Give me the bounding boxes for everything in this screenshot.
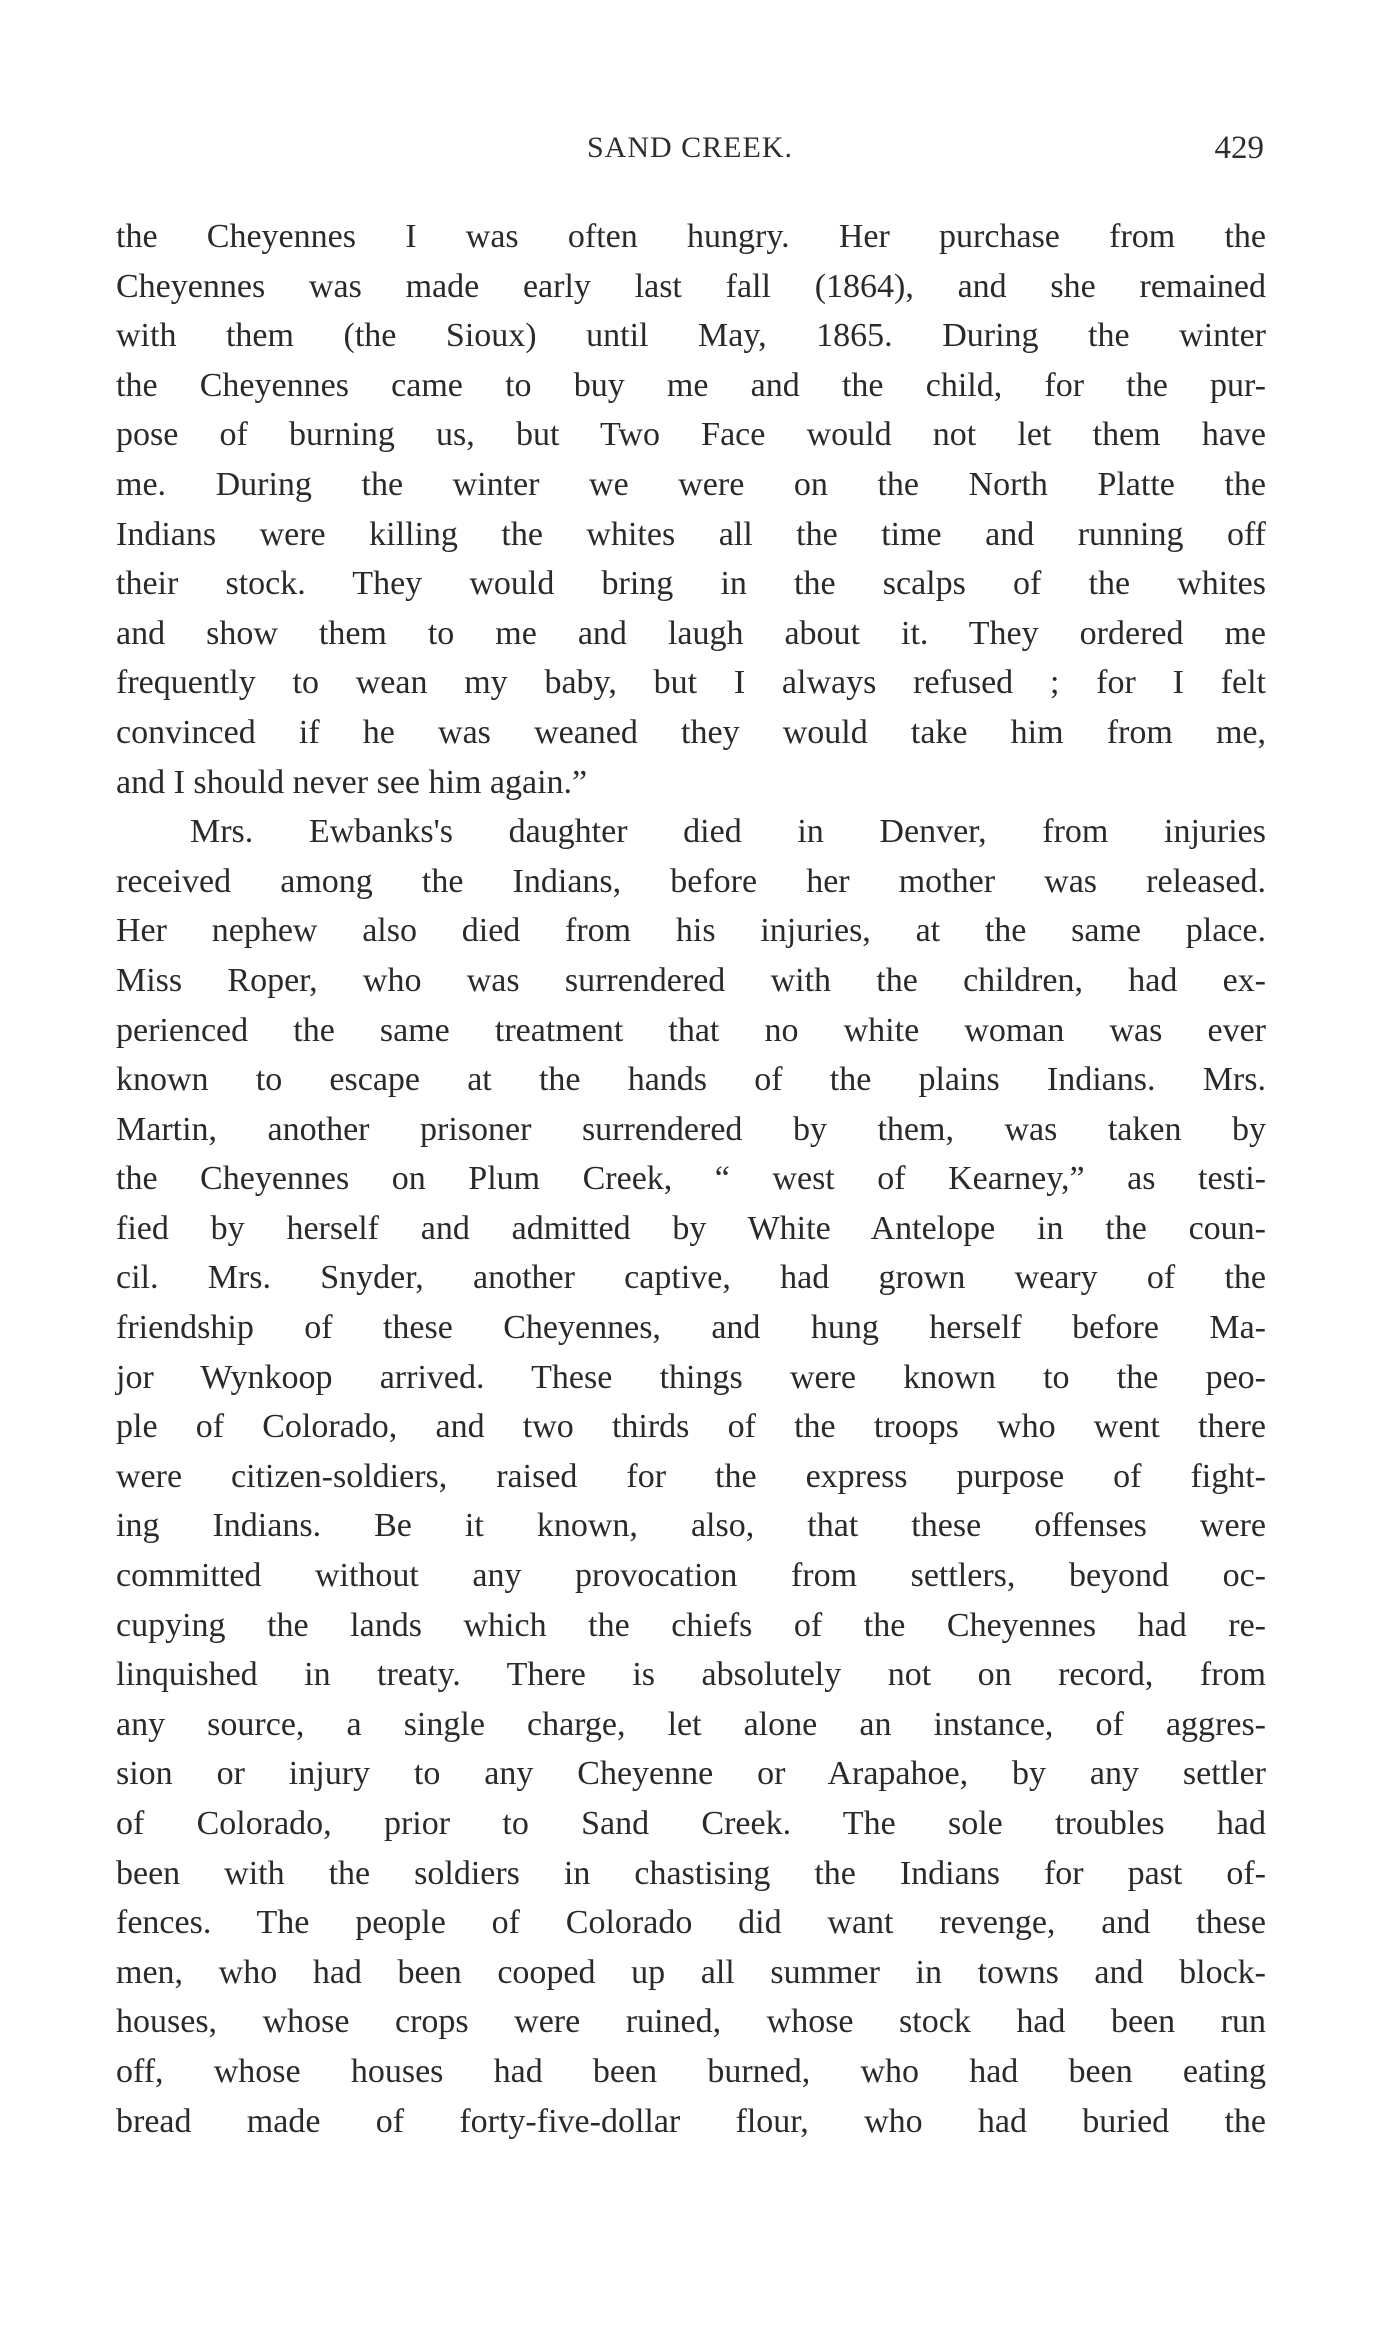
text-line: me. During the winter we were on the North Platte the xyxy=(116,465,1266,503)
text-line: their stock. They would bring in the scalps of the whites xyxy=(116,565,1266,603)
text-line: bread made of forty-five-dollar flour, who had buried the xyxy=(116,2102,1266,2140)
text-line: received among the Indians, before her mother was released. xyxy=(116,862,1266,900)
text-line: were citizen-soldiers, raised for the express purpose of fight- xyxy=(116,1457,1266,1495)
running-head xyxy=(0,128,1380,168)
text-line: fences. The people of Colorado did want revenge, and these xyxy=(116,1904,1266,1942)
text-line: of Colorado, prior to Sand Creek. The sole troubles had xyxy=(116,1805,1266,1842)
text-line: Cheyennes was made early last fall (1864), and she remained xyxy=(116,267,1266,305)
text-line: ple of Colorado, and two thirds of the troops who went there xyxy=(116,1408,1266,1446)
text-line: pose of burning us, but Two Face would not let them have xyxy=(116,416,1266,454)
text-line: committed without any provocation from settlers, beyond oc- xyxy=(116,1557,1266,1595)
text-line: off, whose houses had been burned, who had been eating xyxy=(116,2052,1266,2090)
body-text xyxy=(116,212,1266,2146)
text-line: cupying the lands which the chiefs of the Cheyennes had re- xyxy=(116,1606,1266,1644)
text-line: any source, a single charge, let alone an instance, of aggres- xyxy=(116,1705,1266,1743)
text-line: jor Wynkoop arrived. These things were known to the peo- xyxy=(116,1358,1266,1396)
text-line: ing Indians. Be it known, also, that these offenses were xyxy=(116,1507,1266,1545)
text-line: frequently to wean my baby, but I always refused ; for I felt xyxy=(116,664,1266,702)
text-line: perienced the same treatment that no white woman was ever xyxy=(116,1011,1266,1049)
text-line: Indians were killing the whites all the time and running off xyxy=(116,515,1266,553)
running-title: SAND CREEK. xyxy=(586,131,793,164)
text-line: known to escape at the hands of the plains Indians. Mrs. xyxy=(116,1061,1266,1099)
text-line: Her nephew also died from his injuries, at the same place. xyxy=(116,912,1266,950)
text-line: linquished in treaty. There is absolutely not on record, from xyxy=(116,1656,1266,1694)
text-line: the Cheyennes came to buy me and the child, for the pur- xyxy=(116,366,1266,404)
text-line: been with the soldiers in chastising the Indians for past of- xyxy=(116,1854,1266,1892)
text-line: the Cheyennes on Plum Creek, “ west of Kearney,” as testi- xyxy=(116,1160,1266,1198)
page-number: 429 xyxy=(1214,130,1264,166)
text-line: cil. Mrs. Snyder, another captive, had grown weary of the xyxy=(116,1259,1266,1297)
text-line: convinced if he was weaned they would take him from me, xyxy=(116,713,1266,751)
text-line: and I should never see him again.” xyxy=(116,763,588,801)
text-line: with them (the Sioux) until May, 1865. During the winter xyxy=(116,317,1266,355)
paragraph-start-line: Mrs. Ewbanks's daughter died in Denver, from injuries xyxy=(190,813,1266,851)
text-line: sion or injury to any Cheyenne or Arapahoe, by any settler xyxy=(116,1755,1266,1793)
text-line: Miss Roper, who was surrendered with the children, had ex- xyxy=(116,961,1266,999)
text-line: friendship of these Cheyennes, and hung herself before Ma- xyxy=(116,1309,1266,1347)
text-line: houses, whose crops were ruined, whose stock had been run xyxy=(116,2003,1266,2041)
text-line: and show them to me and laugh about it. They ordered me xyxy=(116,614,1266,652)
text-line: Martin, another prisoner surrendered by them, was taken by xyxy=(116,1110,1266,1148)
text-line: men, who had been cooped up all summer in towns and block- xyxy=(116,1953,1266,1991)
text-line: fied by herself and admitted by White Antelope in the coun- xyxy=(116,1209,1266,1247)
text-line: the Cheyennes I was often hungry. Her purchase from the xyxy=(116,218,1266,255)
